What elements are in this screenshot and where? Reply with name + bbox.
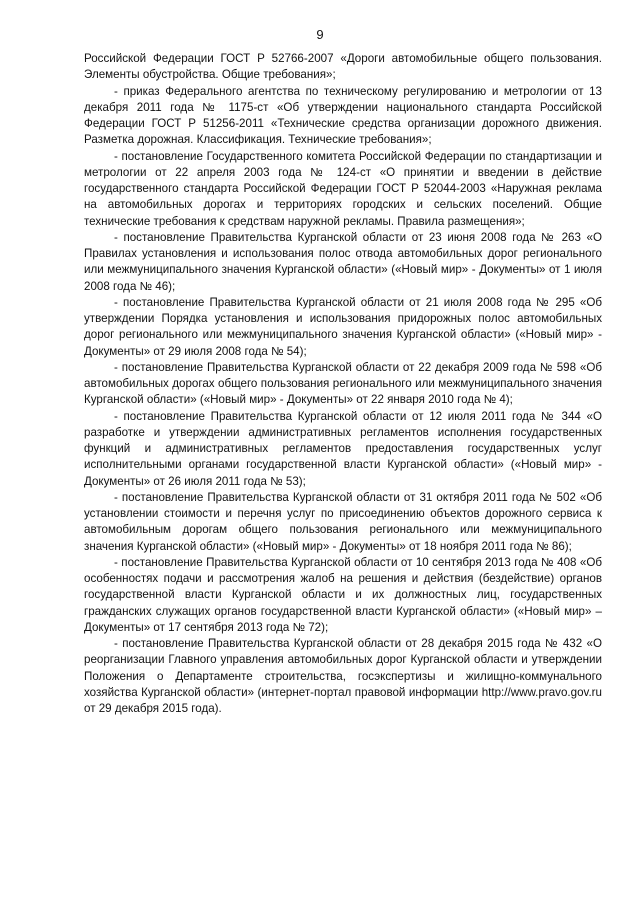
page-number: 9: [316, 27, 324, 42]
paragraph: - приказ Федерального агентства по техническому регулированию и метрологии от 13 декабря 2011 года № 1175-ст «Об утверждении национального стандарта Российской Федерации ГОСТ Р 51256-2011 «Технические средства организации дорожного движения. Разметка дорожная. Классификация. Технические требования»;: [84, 84, 602, 147]
paragraph: - постановление Государственного комитета Российской Федерации по стандартизации и метрологии от 22 апреля 2003 года № 124-ст «О принятии и введении в действие государственного стандарта Российской Федерации ГОСТ Р 52044-2003 «Наружная реклама на автомобильных дорогах и территориях городских и сельских поселений. Общие технические требования к средствам наружной рекламы. Правила размещения»;: [84, 149, 602, 228]
paragraph: - постановление Правительства Курганской области от 31 октября 2011 года № 502 «Об установлении стоимости и перечня услуг по присоединению объектов дорожного сервиса к автомобильным дорогам общего пользования регионального или межмуниципального значения Курганской области» («Новый мир» - Документы» от 18 ноября 2011 года № 86);: [84, 490, 602, 553]
document-body: [84, 51, 602, 717]
paragraph: - постановление Правительства Курганской области от 23 июня 2008 года № 263 «О Правилах установления и использования полос отвода автомобильных дорог регионального или межмуниципального значения Курганской области» («Новый мир» - Документы» от 1 июля 2008 года № 46);: [84, 230, 602, 293]
paragraph: - постановление Правительства Курганской области от 28 декабря 2015 года № 432 «О реорганизации Главного управления автомобильных дорог Курганской области и утверждении Положения о Департаменте строительства, госэкспертизы и жилищно-коммунального хозяйства Курганской области» (интернет-портал правовой информации http://www.pravo.gov.ru от 29 декабря 2015 года).: [84, 637, 602, 715]
paragraph: - постановление Правительства Курганской области от 10 сентября 2013 года № 408 «Об особенностях подачи и рассмотрения жалоб на решения и действия (бездействие) органов государственной власти Курганской области и их должностных лиц, государственных гражданских служащих органов государственной власти Курганской области» («Новый мир» – Документы» от 17 сентября 2013 года № 72);: [84, 555, 602, 634]
paragraph: Российской Федерации ГОСТ Р 52766-2007 «Дороги автомобильные общего пользования. Элементы обустройства. Общие требования»;: [84, 52, 602, 82]
paragraph: - постановление Правительства Курганской области от 21 июля 2008 года № 295 «Об утверждении Порядка установления и использования придорожных полос автомобильных дорог регионального или межмуниципального значения Курганской области» («Новый мир» - Документы» от 29 июля 2008 года № 54);: [84, 295, 602, 358]
paragraph: - постановление Правительства Курганской области от 12 июля 2011 года № 344 «О разработке и утверждении административных регламентов исполнения государственных функций и административных регламентов предоставления государственных услуг исполнительными органами государственной власти Курганской области» («Новый мир» - Документы» от 26 июля 2011 года № 53);: [84, 409, 602, 488]
paragraph: - постановление Правительства Курганской области от 22 декабря 2009 года № 598 «Об автомобильных дорогах общего пользования регионального или межмуниципального значения Курганской области» («Новый мир» - Документы» от 22 января 2010 года № 4);: [84, 360, 602, 407]
